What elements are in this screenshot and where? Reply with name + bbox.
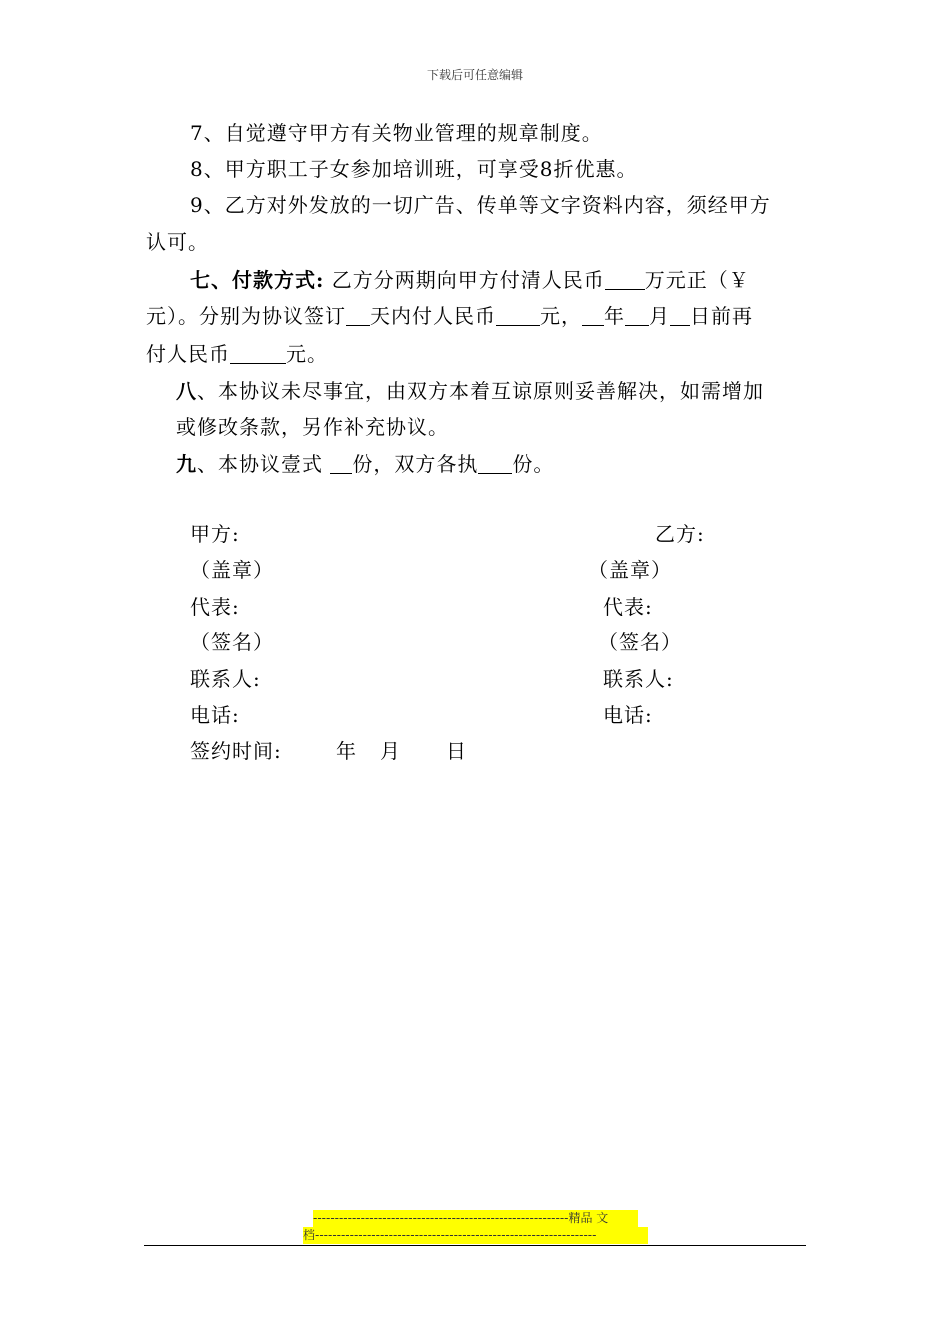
section-9-text: 份。 [512, 452, 555, 476]
section-7-text: 元）。分别为协议签订 [146, 304, 346, 328]
section-7-text: 元， [540, 304, 582, 328]
clause-8: 8、甲方职工子女参加培训班，可享受8折优惠。 [190, 157, 638, 181]
party-b-phone: 电话: [603, 703, 653, 727]
party-b-sign: （签名） [598, 630, 682, 654]
section-7-text: 乙方分两期向甲方付清人民币 [324, 268, 605, 292]
section-7-line3 [146, 338, 328, 367]
blank-month [625, 305, 649, 326]
section-9-heading: 九 [176, 452, 197, 476]
blank-amount [230, 343, 286, 364]
section-8-heading: 八 [176, 379, 197, 403]
clause-7: 7、自觉遵守甲方有关物业管理的规章制度。 [190, 121, 603, 145]
section-7-text: 月 [649, 304, 670, 328]
section-8-line2: 或修改条款，另作补充协议。 [176, 415, 449, 439]
section-7-text: 天内付人民币 [370, 304, 496, 328]
party-a-phone: 电话: [190, 703, 240, 727]
footer-watermark-line1: -----------------------------------------------------------精品 文 [313, 1210, 638, 1227]
section-7-text: 元。 [286, 342, 328, 366]
party-a-contact: 联系人: [190, 667, 261, 691]
party-b-label: 乙方: [655, 522, 705, 546]
party-a-rep: 代表: [190, 595, 240, 619]
section-8-line1 [176, 375, 764, 404]
signing-day: 日 [446, 739, 467, 763]
clause-9-line2: 认可。 [146, 230, 209, 254]
section-7-line1 [190, 264, 750, 293]
footer-watermark-line2: 档----------------------------------------------------------------- [303, 1227, 648, 1244]
section-8-text: 、本协议未尽事宜，由双方本着互谅原则妥善解决，如需增加 [197, 379, 764, 403]
blank-copies [478, 453, 512, 474]
party-a-seal: （盖章） [190, 558, 274, 582]
blank-days [346, 305, 370, 326]
page-header: 下载后可任意编辑 [426, 68, 523, 82]
footer-rule [144, 1245, 806, 1246]
blank-year [582, 305, 604, 326]
signing-date-label: 签约时间: [190, 739, 282, 763]
section-7-line2 [146, 300, 753, 329]
section-9-line1 [176, 448, 554, 477]
section-7-heading: 七、付款方式: [190, 268, 325, 292]
party-a-label: 甲方: [190, 522, 240, 546]
party-b-seal: （盖章） [588, 558, 672, 582]
section-9-text: 份，双方各执 [352, 452, 479, 476]
blank-amount [496, 305, 540, 326]
section-7-text: 万元正（￥ [644, 268, 750, 292]
party-b-contact: 联系人: [603, 667, 674, 691]
party-b-rep: 代表: [603, 595, 653, 619]
signing-month: 月 [380, 739, 401, 763]
blank-day [670, 305, 690, 326]
section-7-text: 年 [604, 304, 625, 328]
blank-copies [330, 453, 352, 474]
signing-year: 年 [336, 739, 357, 763]
blank-amount [605, 269, 645, 290]
clause-9-line1: 9、乙方对外发放的一切广告、传单等文字资料内容，须经甲方 [190, 193, 771, 217]
section-7-text: 付人民币 [146, 342, 230, 366]
section-7-text: 日前再 [690, 304, 753, 328]
party-a-sign: （签名） [190, 630, 274, 654]
section-9-text: 、本协议壹式 [197, 452, 331, 476]
